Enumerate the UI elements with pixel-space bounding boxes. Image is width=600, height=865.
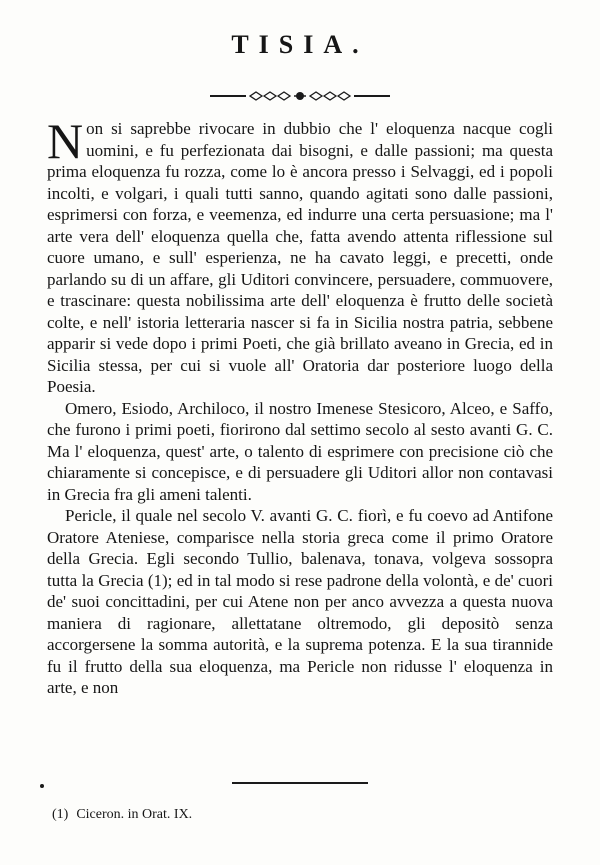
paragraph-2: Omero, Esiodo, Archiloco, il nostro Imenese Stesicoro, Alceo, e Saffo, che furono i primi poeti, fiorirono dal settimo secolo al sesto avanti G. C. Ma l' eloquenza, quest' arte, o talento di esprimere con precisione ciò che chiaramente si concepisce, e di persuadere gli Uditori allor non contavasi in Grecia fra gli ameni talenti. bbox=[47, 398, 553, 504]
drop-cap: N bbox=[47, 113, 84, 169]
paragraph-1 bbox=[47, 113, 553, 398]
margin-dot bbox=[40, 784, 44, 788]
chapter-title: TISIA. bbox=[231, 30, 369, 59]
ornament-graphic bbox=[210, 90, 390, 102]
paragraph-1-text: on si saprebbe rivocare in dubbio che l' eloquenza nacque cogli uomini, e fu perfezionata dai bisogni, e dalle passioni; ma questa prima eloquenza fu rozza, come lo è ancora presso i Selvaggi, ed i popoli incolti, e volgari, i quali tutti sanno, quando agitati sono dalle passioni, esprimersi con forza, e veemenza, ed indurre una certa persuasione; ma l' arte vera dell' eloquenza quella che, fatta avendo attenta riflessione sul cuore umano, e sull' esperienza, ne ha cavato leggi, e precetti, onde parlando su di un affare, gli Uditori convincere, persuadere, commuovere, e trascinare: questa nobilissima arte dell' eloquenza è frutto delle società colte, e nell' istoria letteraria nascer si fa in Sicilia nostra patria, sebbene apparir si vede dopo i primi Poeti, che già brillato aveano in Grecia, ed in Sicilia stessa, per cui si vuole all' Oratoria dar posteriore luogo della Poesia. bbox=[47, 119, 553, 396]
footnote-mark: (1) bbox=[52, 807, 69, 822]
paragraph-3: Pericle, il quale nel secolo V. avanti G. C. fiorì, e fu coevo ad Antifone Oratore Ateniese, comparisce nella storia greca come il primo Oratore della Grecia. Egli secondo Tullio, balenava, tonava, volgeva sossopra tutta la Grecia (1); ed in tal modo si rese padrone della volontà, e de' cuori de' suoi concittadini, per cui Atene non per anco avvezza a questa nuova maniera di ragionare, allettatane oltremodo, gli depositò senza accorgersene la somma autorità, e la suprema potenza. E la sua tirannide fu il frutto della sua eloquenza, ma Pericle non ridusse l' eloquenza in arte, e non bbox=[47, 506, 553, 697]
footnote-text: Ciceron. in Orat. IX. bbox=[76, 807, 193, 822]
footnote-rule bbox=[232, 782, 368, 784]
title-ornament bbox=[210, 90, 390, 102]
body-text bbox=[47, 113, 553, 699]
footnote bbox=[52, 806, 552, 824]
